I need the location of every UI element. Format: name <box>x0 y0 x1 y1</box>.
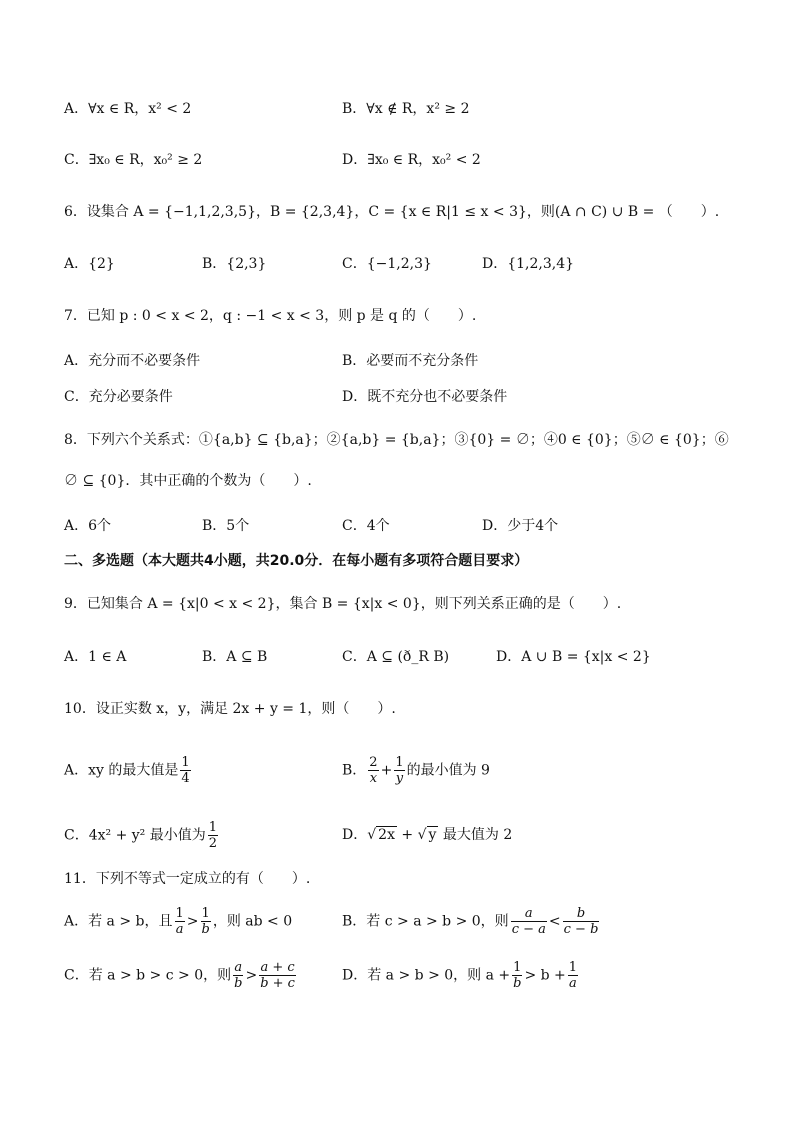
denominator: y <box>395 771 404 786</box>
denominator: b <box>201 922 210 937</box>
q11-a-tail: ，则 ab < 0 <box>212 913 293 930</box>
fraction <box>180 755 190 786</box>
operator: > <box>245 967 258 984</box>
fraction <box>259 960 296 991</box>
denominator: x <box>369 771 378 786</box>
q8-stem-line2: ∅ ⊆ {0}．其中正确的个数为（ ）. <box>64 473 312 489</box>
q7-stem: 7．已知 p : 0 < x < 2，q : −1 < x < 3，则 p 是 q 的（ ）. <box>64 308 477 324</box>
q10-option-a <box>64 755 193 786</box>
q7-option-c: C．充分必要条件 <box>64 389 173 405</box>
q11-option-d <box>342 960 580 991</box>
q10-stem: 10．设正实数 x，y，满足 2x + y = 1，则（ ）. <box>64 701 396 717</box>
q8-option-b: B．5个 <box>202 518 250 534</box>
radicand: 2x <box>378 827 395 843</box>
q8-option-c: C．4个 <box>342 518 390 534</box>
operator: > <box>186 913 199 930</box>
numerator: 1 <box>208 820 218 835</box>
denominator: b + c <box>260 976 295 991</box>
q10-d-label: D． <box>342 827 368 843</box>
q11-d-mid: > b + <box>524 967 566 984</box>
denominator: a <box>175 922 184 937</box>
denominator: a <box>569 976 577 991</box>
q6-option-c: C．{−1,2,3} <box>342 256 432 272</box>
q10-option-b <box>342 755 490 786</box>
numerator: 1 <box>175 906 184 921</box>
q8-stem-line1: 8．下列六个关系式：①{a,b} ⊆ {b,a}；②{a,b} = {b,a}；③{0} = ∅；④0 ∈ {0}；⑤∅ ∈ {0}；⑥ <box>64 432 729 448</box>
q10-a-text: A．xy 的最大值是 <box>64 762 179 779</box>
q11-option-c <box>64 960 298 991</box>
fraction <box>175 906 185 937</box>
numerator: b <box>563 906 600 922</box>
numerator: 2 <box>369 755 378 770</box>
fraction <box>201 906 211 937</box>
q11-option-b <box>342 906 601 937</box>
q9-stem: 9．已知集合 A = {x|0 < x < 2}，集合 B = {x|x < 0}，则下列关系正确的是（ ）. <box>64 596 622 612</box>
operator: < <box>548 913 561 930</box>
numerator: 1 <box>181 755 190 770</box>
q10-c-text: C．4x² + y² 最小值为 <box>64 827 206 844</box>
q11-option-a <box>64 906 292 937</box>
q8-option-a: A．6个 <box>64 518 112 534</box>
fraction <box>563 906 600 937</box>
fraction <box>208 820 218 851</box>
q8-option-d: D．少于4个 <box>482 518 559 534</box>
q11-a-text: A．若 a > b，且 <box>64 913 173 930</box>
q10-option-d: D．√ 2x + √ y 最大值为 2 <box>342 827 513 843</box>
q10-b-text: 的最小值为 9 <box>406 762 490 779</box>
q10-option-c <box>64 820 220 851</box>
q9-option-b: B．A ⊆ B <box>202 649 268 665</box>
fraction <box>368 755 378 786</box>
q7-option-b: B．必要而不充分条件 <box>342 353 479 369</box>
fraction <box>511 906 547 937</box>
numerator: 1 <box>201 906 210 921</box>
fraction <box>512 960 522 991</box>
denominator: b <box>234 976 243 991</box>
q6-option-d: D．{1,2,3,4} <box>482 256 575 272</box>
denominator: c − a <box>511 922 546 937</box>
plus-sign: + <box>380 762 393 779</box>
q7-option-d: D．既不充分也不必要条件 <box>342 389 508 405</box>
numerator: 1 <box>513 960 522 975</box>
q9-option-a: A．1 ∈ A <box>64 649 127 665</box>
q11-d-text: D．若 a > b > 0，则 a + <box>342 967 511 984</box>
numerator: 1 <box>568 960 578 975</box>
numerator: a <box>234 960 243 975</box>
q6-stem: 6．设集合 A = {−1,1,2,3,5}，B = {2,3,4}，C = {x ∈ R|1 ≤ x < 3}，则(A ∩ C) ∪ B = （ ）. <box>64 204 720 220</box>
q10-b-label: B． <box>342 762 367 779</box>
section-heading: 二、多选题（本大题共4小题，共20.0分．在每小题有多项符合题目要求） <box>64 553 529 569</box>
q11-c-text: C．若 a > b > c > 0，则 <box>64 967 232 984</box>
q6-option-b: B．{2,3} <box>202 256 267 272</box>
numerator: a <box>511 906 547 922</box>
q5-option-c: C．∃x₀ ∈ R，x₀² ≥ 2 <box>64 152 203 168</box>
q5-option-a: A．∀x ∈ R，x² < 2 <box>64 101 192 117</box>
denominator: 2 <box>208 836 218 851</box>
q9-option-c: C．A ⊆ (ð_R B) <box>342 649 450 665</box>
q7-option-a: A．充分而不必要条件 <box>64 353 201 369</box>
denominator: b <box>513 976 522 991</box>
q11-stem: 11．下列不等式一定成立的有（ ）. <box>64 871 311 887</box>
fraction <box>568 960 578 991</box>
q6-option-a: A．{2} <box>64 256 115 272</box>
q5-option-d: D．∃x₀ ∈ R，x₀² < 2 <box>342 152 481 168</box>
denominator: 4 <box>181 771 190 786</box>
q5-option-b: B．∀x ∉ R，x² ≥ 2 <box>342 101 470 117</box>
fraction <box>394 755 404 786</box>
numerator: a + c <box>260 960 295 975</box>
plus-sign: + <box>396 827 418 843</box>
numerator: 1 <box>395 755 404 770</box>
q10-d-text: 最大值为 2 <box>438 827 513 843</box>
denominator: c − b <box>563 922 599 937</box>
q9-option-d: D．A ∪ B = {x|x < 2} <box>496 649 651 665</box>
radicand: y <box>428 827 437 843</box>
q11-b-text: B．若 c > a > b > 0，则 <box>342 913 509 930</box>
fraction <box>233 960 243 991</box>
